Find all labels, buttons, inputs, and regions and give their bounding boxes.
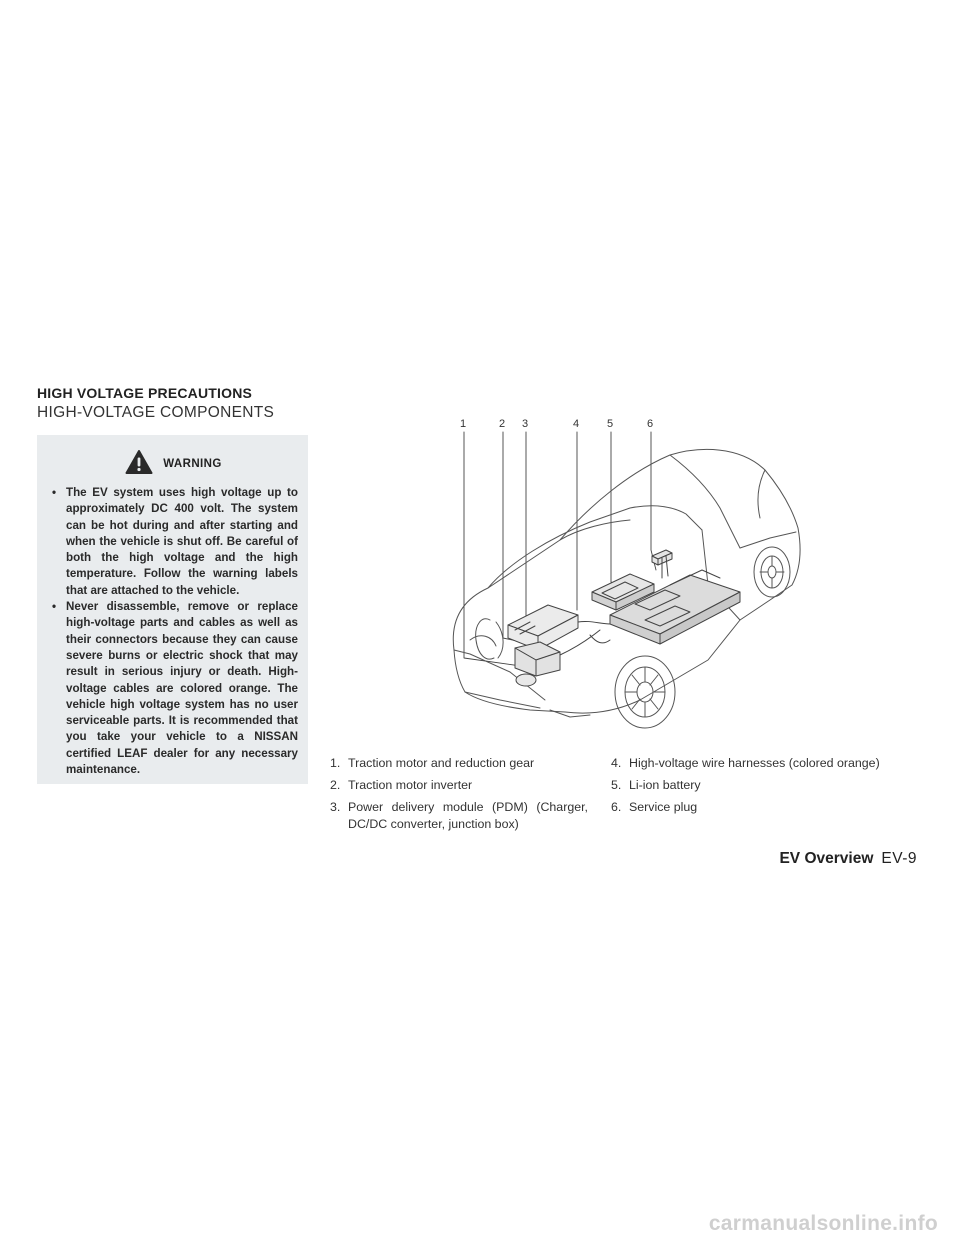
caption-item — [611, 799, 895, 816]
callout-6: 6 — [647, 418, 654, 430]
warning-item — [49, 599, 298, 778]
vehicle-illustration — [440, 410, 810, 740]
caption-item — [611, 777, 895, 794]
service-plug — [652, 550, 672, 578]
page-footer — [779, 850, 917, 868]
warning-list — [49, 485, 298, 778]
bullet: • — [52, 486, 57, 499]
warning-title: WARNING — [163, 458, 222, 470]
caption-item — [330, 777, 588, 794]
caption-text: High-voltage wire harnesses (colored orange) — [629, 756, 880, 770]
callout-4: 4 — [573, 418, 580, 430]
caption-number: 2. — [330, 778, 341, 792]
callout-2: 2 — [499, 418, 506, 430]
watermark: carmanualsonline.info — [708, 1212, 938, 1235]
caption-text: Traction motor inverter — [348, 778, 473, 792]
warning-item-text: Never disassemble, remove or replace high-voltage parts and cables as well as their connectors because they can cause severe burns or electric shock that may result in serious injury or death. High-voltage cables are colored orange. The vehicle high voltage system has no user serviceable parts. It is recommended that you take your vehicle to a NISSAN certified LEAF dealer for any necessary maintenance. — [66, 600, 298, 777]
warning-triangle-icon — [125, 449, 153, 480]
caption-number: 6. — [611, 800, 622, 814]
caption-text: Power delivery module (PDM) (Charger, DC/DC converter, junction box) — [348, 800, 588, 831]
motor-inverter — [515, 642, 560, 686]
warning-header — [49, 450, 298, 478]
sub-heading: HIGH-VOLTAGE COMPONENTS — [37, 404, 275, 421]
bullet: • — [52, 600, 57, 614]
rear-wheel — [754, 547, 790, 597]
warning-item-text: The EV system uses high voltage up to approximately DC 400 volt. The system can be hot during and after starting and when the vehicle is shut off. Be careful of both the high voltage and the high temperature. Follow the warning labels that are attached to the vehicle. — [66, 486, 298, 597]
caption-text: Traction motor and reduction gear — [348, 756, 535, 770]
caption-item — [611, 755, 895, 772]
caption-number: 3. — [330, 800, 341, 814]
front-wheel — [615, 656, 675, 728]
caption-number: 5. — [611, 778, 622, 792]
caption-text: Li-ion battery — [629, 778, 701, 792]
section-heading: HIGH VOLTAGE PRECAUTIONS — [37, 385, 253, 401]
caption-text: Service plug — [629, 800, 698, 814]
caption-list-right — [611, 755, 895, 821]
battery-pack — [592, 570, 740, 644]
chapter-title: EV Overview — [779, 850, 874, 867]
caption-list-left — [330, 755, 588, 838]
callout-1: 1 — [460, 418, 467, 430]
warning-box — [37, 435, 308, 784]
callout-5: 5 — [607, 418, 614, 430]
caption-item — [330, 755, 588, 772]
caption-number: 4. — [611, 756, 622, 770]
caption-number: 1. — [330, 756, 341, 770]
page-number: EV-9 — [881, 850, 917, 867]
callout-3: 3 — [522, 418, 529, 430]
warning-item — [49, 485, 298, 599]
caption-item — [330, 799, 588, 833]
front-left-wheel — [476, 619, 503, 659]
